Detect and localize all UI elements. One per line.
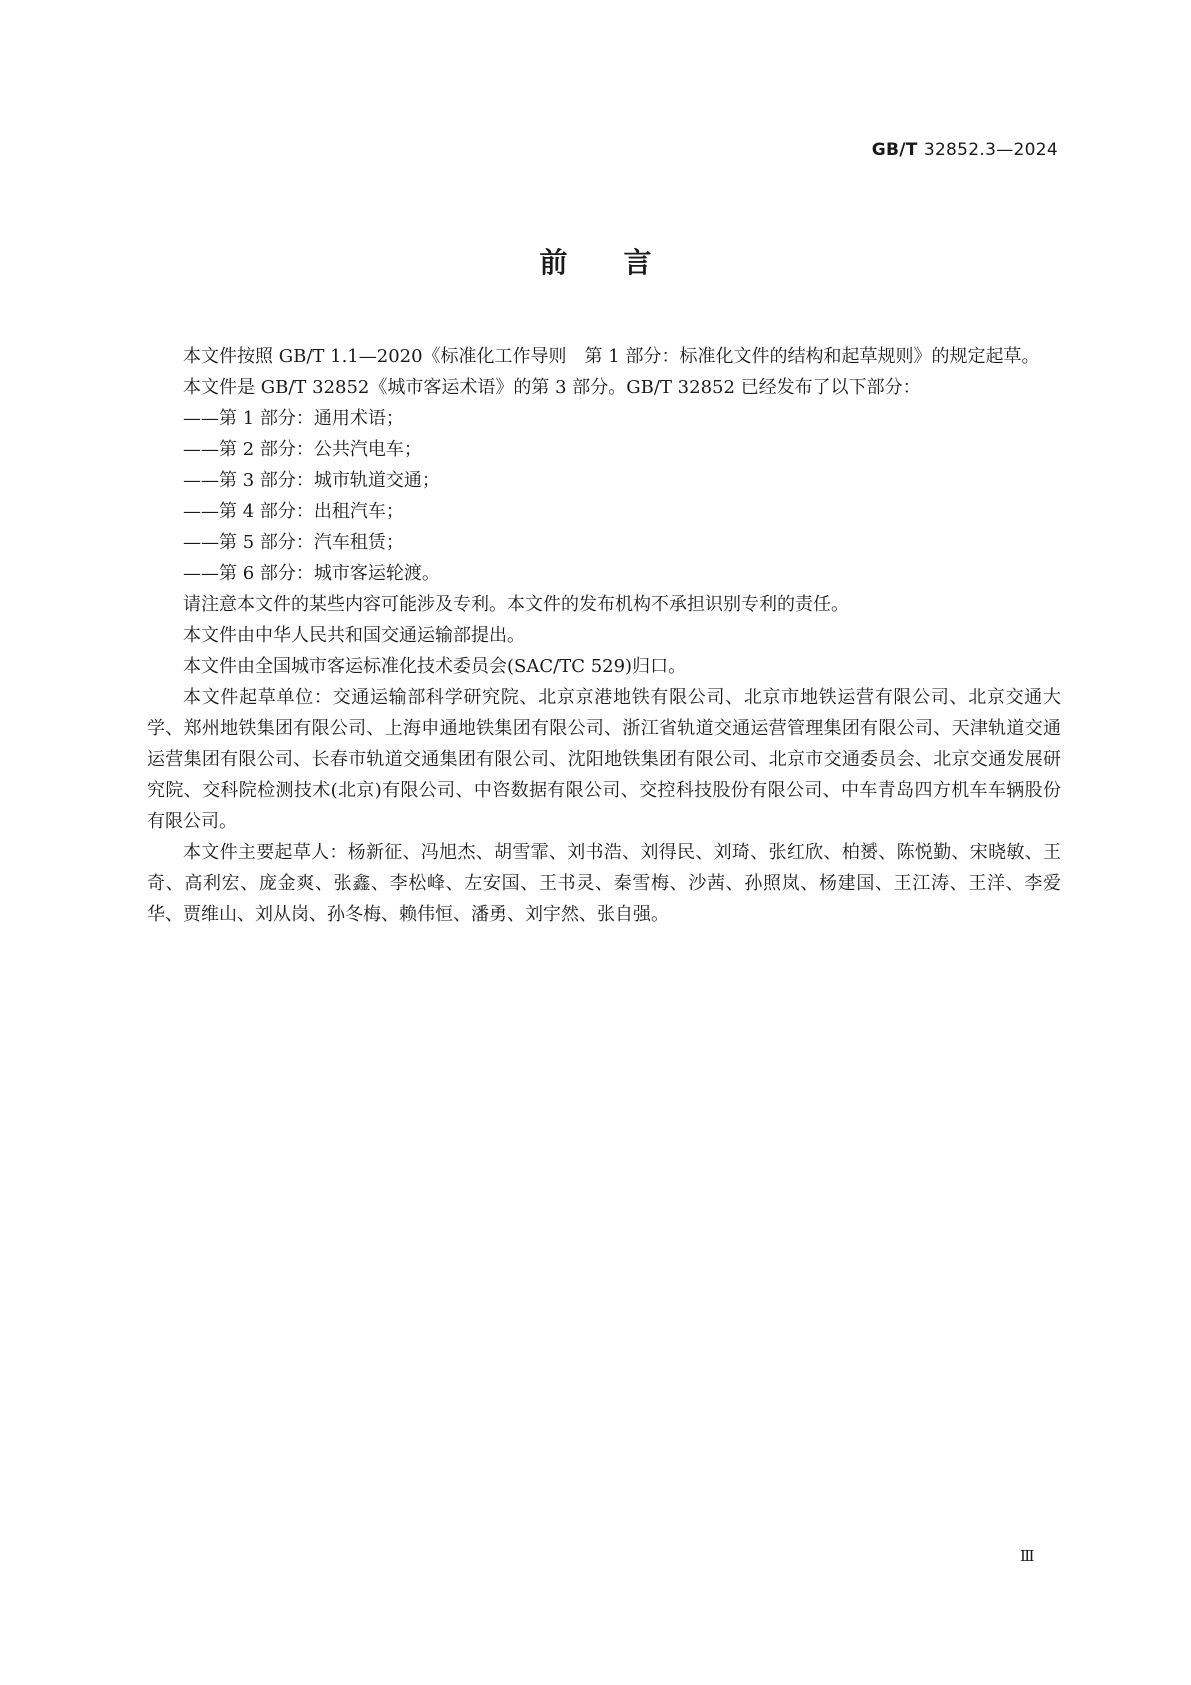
paragraph-proposer: 本文件由中华人民共和国交通运输部提出。 bbox=[183, 625, 525, 646]
paragraph-committee: 本文件由全国城市客运标准化技术委员会(SAC/TC 529)归口。 bbox=[183, 656, 687, 677]
list-item: ——第 3 部分：城市轨道交通； bbox=[183, 470, 440, 491]
list-item: ——第 1 部分：通用术语； bbox=[183, 408, 404, 429]
foreword-body bbox=[147, 341, 1061, 930]
list-item: ——第 5 部分：汽车租赁； bbox=[183, 532, 404, 553]
paragraph-drafting-rules: 本文件按照 GB/T 1.1—2020《标准化工作导则 第 1 部分：标准化文件的结构和起草规则》的规定起草。 bbox=[183, 346, 1040, 367]
list-item: ——第 2 部分：公共汽电车； bbox=[183, 439, 422, 460]
document-code-prefix: GB/T bbox=[871, 140, 918, 160]
paragraph-series-intro: 本文件是 GB/T 32852《城市客运术语》的第 3 部分。GB/T 32852 已经发布了以下部分： bbox=[183, 377, 921, 398]
document-code-number: 32852.3—2024 bbox=[923, 140, 1058, 160]
parts-list bbox=[147, 403, 1061, 589]
paragraph-drafters: 本文件主要起草人：杨新征、冯旭杰、胡雪霏、刘书浩、刘得民、刘琦、张红欣、柏赟、陈悦勤、宋晓敏、王奇、高利宏、庞金爽、张鑫、李松峰、左安国、王书灵、秦雪梅、沙茜、孙照岚、杨建国、王江涛、王洋、李爱华、贾维山、刘从岗、孙冬梅、赖伟恒、潘勇、刘宇然、张自强。 bbox=[147, 842, 1061, 925]
list-item: ——第 4 部分：出租汽车； bbox=[183, 501, 404, 522]
list-item: ——第 6 部分：城市客运轮渡。 bbox=[183, 563, 440, 584]
page-number: Ⅲ bbox=[1020, 1547, 1035, 1565]
document-code bbox=[872, 140, 1058, 160]
paragraph-drafting-units: 本文件起草单位：交通运输部科学研究院、北京京港地铁有限公司、北京市地铁运营有限公司、北京交通大学、郑州地铁集团有限公司、上海申通地铁集团有限公司、浙江省轨道交通运营管理集团有限公司、天津轨道交通运营集团有限公司、长春市轨道交通集团有限公司、沈阳地铁集团有限公司、北京市交通委员会、北京交通发展研究院、交科院检测技术(北京)有限公司、中咨数据有限公司、交控科技股份有限公司、中车青岛四方机车车辆股份有限公司。 bbox=[147, 687, 1061, 832]
page-title: 前言 bbox=[539, 246, 708, 279]
paragraph-patent-notice: 请注意本文件的某些内容可能涉及专利。本文件的发布机构不承担识别专利的责任。 bbox=[183, 594, 849, 615]
